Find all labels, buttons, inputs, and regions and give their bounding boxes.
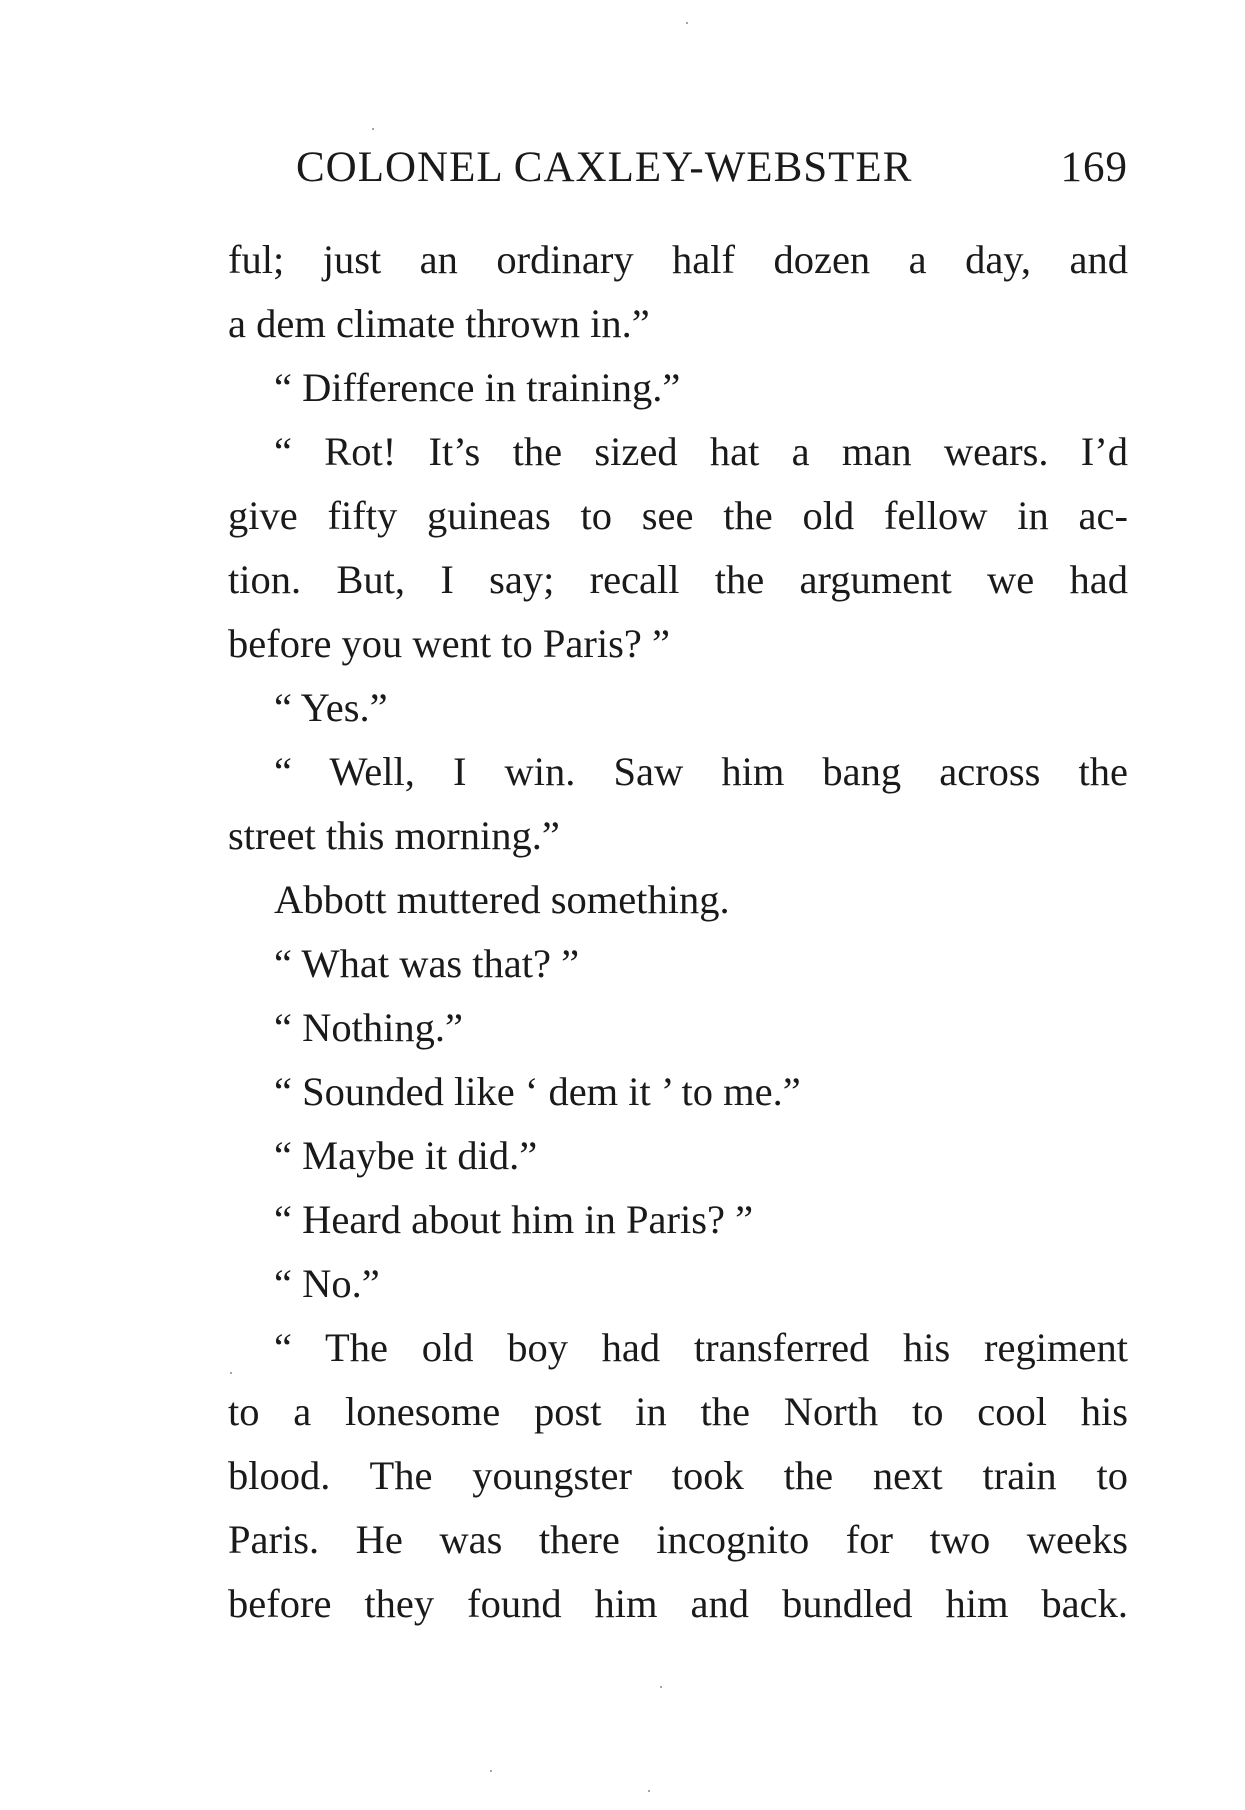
text-line: tion. But, I say; recall the argument we had: [228, 557, 1128, 602]
text-line: “ Difference in training.”: [274, 365, 681, 410]
text-line: blood. The youngster took the next train to: [228, 1453, 1128, 1498]
paper-speck: [490, 1770, 492, 1772]
running-head: [296, 138, 1128, 198]
paper-speck: [648, 1790, 650, 1792]
text-line: “ Heard about him in Paris? ”: [274, 1197, 754, 1242]
text-line: “ Maybe it did.”: [274, 1133, 538, 1178]
text-line: “ Yes.”: [274, 685, 388, 730]
text-line: before they found him and bundled him back.: [228, 1581, 1128, 1626]
paper-speck: [230, 1372, 232, 1374]
text-line: a dem climate thrown in.”: [228, 301, 650, 346]
text-line: give fifty guineas to see the old fellow in ac-: [228, 493, 1128, 538]
page-number: 169: [1060, 144, 1128, 191]
text-line: street this morning.”: [228, 813, 560, 858]
text-line: before you went to Paris? ”: [228, 621, 670, 666]
paper-speck: [660, 1686, 662, 1688]
text-line: “ Rot! It’s the sized hat a man wears. I’d: [274, 429, 1128, 474]
text-line: “ Well, I win. Saw him bang across the: [274, 749, 1128, 794]
running-title: COLONEL CAXLEY-WEBSTER: [296, 144, 913, 191]
text-line: ful; just an ordinary half dozen a day, and: [228, 237, 1128, 282]
text-line: Abbott muttered something.: [274, 877, 730, 922]
text-line: “ The old boy had transferred his regiment: [274, 1325, 1128, 1370]
text-line: “ Sounded like ‘ dem it ’ to me.”: [274, 1069, 801, 1114]
paper-speck: [686, 22, 688, 24]
paper-speck: [372, 128, 374, 130]
text-line: Paris. He was there incognito for two weeks: [228, 1517, 1128, 1562]
text-line: to a lonesome post in the North to cool his: [228, 1389, 1128, 1434]
body-text: [228, 228, 1128, 1636]
text-line: “ What was that? ”: [274, 941, 580, 986]
text-line: “ Nothing.”: [274, 1005, 463, 1050]
text-line: “ No.”: [274, 1261, 380, 1306]
